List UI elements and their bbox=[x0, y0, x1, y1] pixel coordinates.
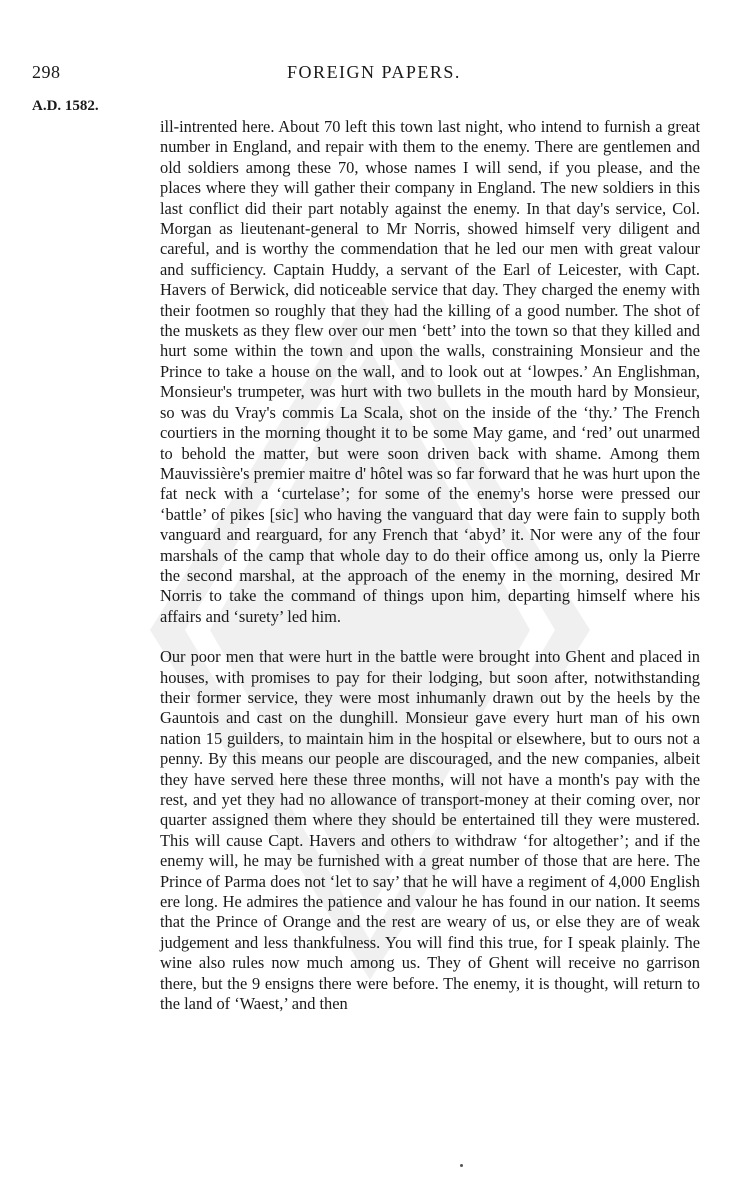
date-marker: A.D. 1582. bbox=[32, 98, 99, 114]
paragraph-2: Our poor men that were hurt in the battle were brought into Ghent and placed in houses, with promises to pay for their lodging, but soon after, notwithstanding their former service, they were most inhumanly drawn out by the heels by the Gauntois and cast on the dunghill. Monsieur gave every hurt man of his own nation 15 guilders, to maintain him in the hospital or elsewhere, but to ours not a penny. By this means our people are discouraged, and the new companies, albeit they have served here these three months, will not have a month's pay with the rest, and yet they had no allowance of transport-money at their coming over, nor quarter assigned them where they should be entertained till they were mustered. This will cause Capt. Havers and others to withdraw ‘for altogether’; and if the enemy will, he may be furnished with a great number of those that are here. The Prince of Parma does not ‘let to say’ that he will have a regiment of 4,000 English ere long. He admires the patience and valour he has found in our nation. It seems that the Prince of Orange and the rest are weary of us, or else they are of weak judgement and less thankfulness. You will find this true, for I speak plainly. The wine also rules now much among us. They of Ghent will receive no garrison there, but the 9 ensigns there were before. The enemy, it is thought, will return to the land of ‘Waest,’ and then bbox=[160, 647, 700, 1014]
running-head: FOREIGN PAPERS. bbox=[287, 62, 461, 82]
page-number: 298 bbox=[32, 62, 61, 82]
paragraph-1: ill-intrented here. About 70 left this town last night, who intend to furnish a great number in England, and repair with them to the enemy. There are gentlemen and old soldiers among these 70, whose names I will send, if you please, and the places where they will gather their company in England. The new soldiers in this last conflict did their part notably against the enemy. In that day's service, Col. Morgan as lieutenant-general to Mr Norris, showed himself very diligent and careful, and is worthy the commendation that he led our men with great valour and sufficiency. Captain Huddy, a servant of the Earl of Leicester, with Capt. Havers of Berwick, did noticeable service that day. They charged the enemy with their footmen so roughly that they had the killing of a good number. The shot of the muskets as they flew over our men ‘bett’ into the town so that they killed and hurt some within the town and upon the walls, constraining Monsieur and the Prince to take a house on the wall, and to look out at ‘lowpes.’ An Englishman, Monsieur's trumpeter, was hurt with two bullets in the mouth hard by Monsieur, so was du Vray's commis La Scala, shot on the inside of the ‘thy.’ The French courtiers in the morning thought it to be some May game, and ‘red’ out unarmed to behold the matter, but were soon driven back with shame. Among them Mauvissière's premier maitre d' hôtel was so far forward that he was hurt upon the fat neck with a ‘curtelase’; for some of the enemy's horse were pressed our ‘battle’ of pikes [sic] who having the vanguard that day were fain to supply both vanguard and rearguard, for any French that ‘abyd’ it. Nor were any of the four marshals of the camp that whole day to do their office among us, only la Pierre the second marshal, at the approach of the enemy in the morning, desired Mr Norris to take the command of things upon him, departing himself where his affairs and ‘surety’ led him. bbox=[160, 117, 700, 626]
body-text bbox=[160, 117, 700, 1014]
footer-dot bbox=[460, 1164, 463, 1167]
